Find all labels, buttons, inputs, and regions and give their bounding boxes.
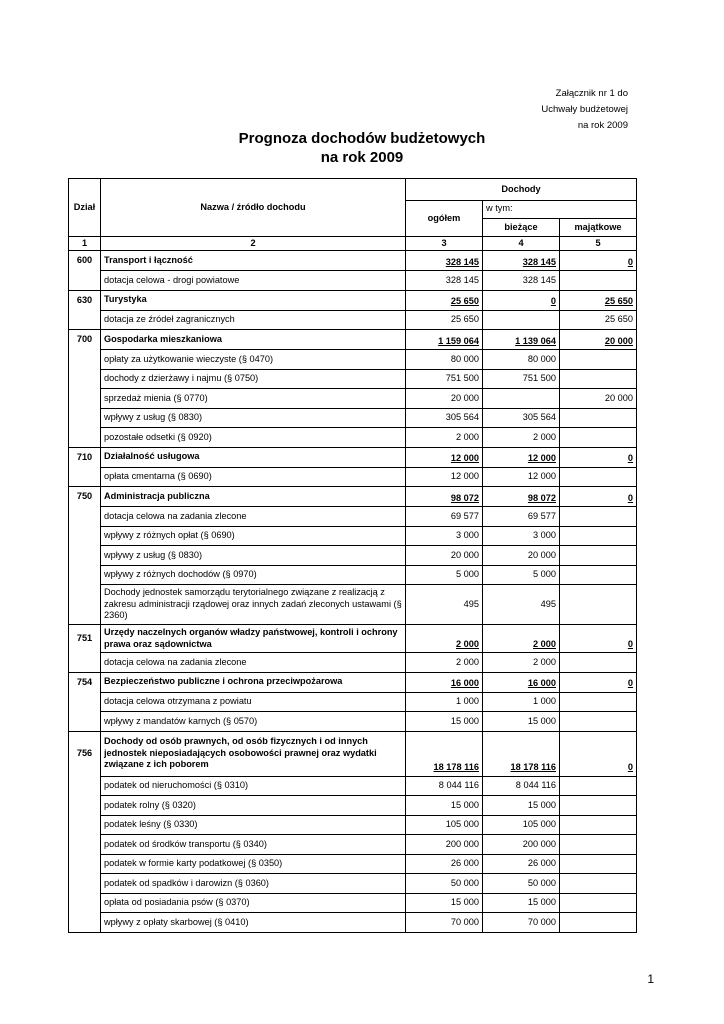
- value-majatkowe-text: 0: [627, 762, 633, 772]
- value-ogolem: 26 000: [406, 854, 483, 874]
- value-biezace-text: 12 000: [527, 453, 556, 463]
- value-ogolem: 2 000: [406, 428, 483, 448]
- value-ogolem: 5 000: [406, 565, 483, 585]
- item-name: podatek od nieruchomości (§ 0310): [101, 776, 406, 796]
- item-name: wpływy z opłaty skarbowej (§ 0410): [101, 913, 406, 933]
- value-majatkowe: [560, 428, 637, 448]
- value-biezace: 8 044 116: [483, 776, 560, 796]
- item-row: [69, 585, 637, 625]
- value-ogolem: 105 000: [406, 815, 483, 835]
- value-ogolem: 200 000: [406, 835, 483, 855]
- section-row: [69, 290, 637, 310]
- item-name: podatek od środków transportu (§ 0340): [101, 835, 406, 855]
- value-ogolem: [406, 290, 483, 310]
- value-ogolem: 15 000: [406, 796, 483, 816]
- value-biezace-text: 0: [550, 296, 556, 306]
- item-name: wpływy z różnych opłat (§ 0690): [101, 526, 406, 546]
- item-name: opłata cmentarna (§ 0690): [101, 467, 406, 487]
- item-name: dotacja celowa na zadania zlecone: [101, 653, 406, 673]
- value-majatkowe: [560, 487, 637, 507]
- annex-note: [541, 86, 628, 134]
- value-ogolem: [406, 447, 483, 467]
- value-majatkowe: [560, 369, 637, 389]
- value-ogolem: [406, 251, 483, 271]
- dzial-code: 750: [69, 487, 101, 507]
- value-biezace: [483, 487, 560, 507]
- value-biezace: 105 000: [483, 815, 560, 835]
- value-ogolem: 69 577: [406, 507, 483, 527]
- header-ogolem: ogółem: [406, 201, 483, 237]
- dzial-cell-empty: [69, 874, 101, 894]
- dzial-code: 756: [69, 731, 101, 776]
- value-ogolem: 80 000: [406, 350, 483, 370]
- item-name: dotacja ze źródeł zagranicznych: [101, 310, 406, 330]
- value-majatkowe: [560, 893, 637, 913]
- value-biezace: 70 000: [483, 913, 560, 933]
- item-name: wpływy z usług (§ 0830): [101, 408, 406, 428]
- item-row: [69, 310, 637, 330]
- value-biezace: 200 000: [483, 835, 560, 855]
- annex-line-1: Załącznik nr 1 do: [555, 88, 628, 99]
- item-row: [69, 526, 637, 546]
- value-biezace: 2 000: [483, 428, 560, 448]
- item-name: dotacja celowa - drogi powiatowe: [101, 271, 406, 291]
- section-row: [69, 625, 637, 653]
- value-biezace: [483, 389, 560, 409]
- item-row: [69, 835, 637, 855]
- item-row: [69, 692, 637, 712]
- section-name: Działalność usługowa: [101, 447, 406, 467]
- value-biezace: 15 000: [483, 893, 560, 913]
- page-number: 1: [647, 972, 654, 986]
- item-row: [69, 796, 637, 816]
- dzial-cell-empty: [69, 310, 101, 330]
- value-ogolem: 495: [406, 585, 483, 625]
- header-biezace: bieżące: [483, 219, 560, 237]
- value-biezace: [483, 330, 560, 350]
- dzial-cell-empty: [69, 565, 101, 585]
- item-name: wpływy z usług (§ 0830): [101, 546, 406, 566]
- value-ogolem: 50 000: [406, 874, 483, 894]
- dzial-cell-empty: [69, 585, 101, 625]
- title-line-1: Prognoza dochodów budżetowych: [238, 130, 486, 147]
- dzial-code: 751: [69, 625, 101, 653]
- value-majatkowe-text: 0: [627, 453, 633, 463]
- value-ogolem: 15 000: [406, 712, 483, 732]
- dzial-cell-empty: [69, 712, 101, 732]
- value-ogolem: [406, 330, 483, 350]
- value-biezace-text: 98 072: [527, 492, 556, 503]
- value-biezace: 26 000: [483, 854, 560, 874]
- item-row: [69, 653, 637, 673]
- section-name: Dochody od osób prawnych, od osób fizycznych i od innych jednostek nieposiadających osobowości prawnej oraz wydatki związane z ich poborem: [101, 731, 406, 776]
- value-majatkowe: [560, 467, 637, 487]
- dzial-cell-empty: [69, 815, 101, 835]
- dzial-cell-empty: [69, 389, 101, 409]
- value-majatkowe: [560, 913, 637, 933]
- section-row: [69, 672, 637, 692]
- section-row: [69, 487, 637, 507]
- dzial-code: 700: [69, 330, 101, 350]
- value-ogolem-text: 328 145: [445, 256, 479, 267]
- value-majatkowe: [560, 447, 637, 467]
- value-majatkowe: [560, 408, 637, 428]
- value-ogolem: 1 000: [406, 692, 483, 712]
- value-majatkowe: [560, 585, 637, 625]
- value-biezace: 80 000: [483, 350, 560, 370]
- item-name: sprzedaż mienia (§ 0770): [101, 389, 406, 409]
- value-majatkowe-text: 0: [627, 638, 633, 649]
- header-name: Nazwa / źródło dochodu: [101, 179, 406, 237]
- section-row: [69, 447, 637, 467]
- dzial-code: 600: [69, 251, 101, 271]
- value-biezace: 12 000: [483, 467, 560, 487]
- item-name: dotacja celowa otrzymana z powiatu: [101, 692, 406, 712]
- item-row: [69, 369, 637, 389]
- item-row: [69, 408, 637, 428]
- dzial-code: 754: [69, 672, 101, 692]
- annex-line-3: na rok 2009: [577, 120, 628, 131]
- section-name: Gospodarka mieszkaniowa: [101, 330, 406, 350]
- value-ogolem-text: 18 178 116: [433, 762, 479, 772]
- value-majatkowe: [560, 546, 637, 566]
- value-majatkowe: [560, 835, 637, 855]
- section-row: [69, 251, 637, 271]
- value-majatkowe: [560, 776, 637, 796]
- value-ogolem: 751 500: [406, 369, 483, 389]
- value-ogolem: 25 650: [406, 310, 483, 330]
- dzial-cell-empty: [69, 776, 101, 796]
- dzial-code: 630: [69, 290, 101, 310]
- header-dochody: Dochody: [406, 179, 637, 201]
- value-biezace-text: 2 000: [533, 638, 556, 649]
- value-biezace: 3 000: [483, 526, 560, 546]
- dzial-cell-empty: [69, 653, 101, 673]
- value-biezace: 15 000: [483, 712, 560, 732]
- value-biezace: 1 000: [483, 692, 560, 712]
- item-row: [69, 565, 637, 585]
- item-name: podatek leśny (§ 0330): [101, 815, 406, 835]
- value-majatkowe: [560, 507, 637, 527]
- value-ogolem: [406, 731, 483, 776]
- section-name: Bezpieczeństwo publiczne i ochrona przeciwpożarowa: [101, 672, 406, 692]
- item-name: opłaty za użytkowanie wieczyste (§ 0470): [101, 350, 406, 370]
- item-row: [69, 428, 637, 448]
- value-ogolem: 305 564: [406, 408, 483, 428]
- value-ogolem: 20 000: [406, 389, 483, 409]
- section-row: [69, 330, 637, 350]
- value-majatkowe: [560, 731, 637, 776]
- value-biezace: 15 000: [483, 796, 560, 816]
- value-biezace: [483, 290, 560, 310]
- value-ogolem-text: 2 000: [456, 638, 479, 649]
- dzial-cell-empty: [69, 913, 101, 933]
- item-name: wpływy z różnych dochodów (§ 0970): [101, 565, 406, 585]
- section-name: Transport i łączność: [101, 251, 406, 271]
- item-row: [69, 874, 637, 894]
- item-row: [69, 913, 637, 933]
- item-row: [69, 854, 637, 874]
- value-biezace: 50 000: [483, 874, 560, 894]
- section-name: Urzędy naczelnych organów władzy państwowej, kontroli i ochrony prawa oraz sądownictwa: [101, 625, 406, 653]
- dzial-cell-empty: [69, 796, 101, 816]
- value-biezace: [483, 672, 560, 692]
- item-name: Dochody jednostek samorządu terytorialnego związane z realizacją z zakresu administracji rządowej oraz innych zadań zleconych ustawami (§ 2360): [101, 585, 406, 625]
- dzial-cell-empty: [69, 546, 101, 566]
- dzial-cell-empty: [69, 835, 101, 855]
- value-majatkowe: [560, 874, 637, 894]
- value-ogolem: 70 000: [406, 913, 483, 933]
- header-num-3: 3: [406, 237, 483, 251]
- item-name: opłata od posiadania psów (§ 0370): [101, 893, 406, 913]
- item-name: dotacja celowa na zadania zlecone: [101, 507, 406, 527]
- value-ogolem: 328 145: [406, 271, 483, 291]
- value-majatkowe: [560, 271, 637, 291]
- item-name: pozostałe odsetki (§ 0920): [101, 428, 406, 448]
- value-biezace: [483, 310, 560, 330]
- header-wtym: w tym:: [483, 201, 560, 219]
- value-majatkowe: 25 650: [560, 310, 637, 330]
- value-ogolem: 20 000: [406, 546, 483, 566]
- item-row: [69, 389, 637, 409]
- value-ogolem: 8 044 116: [406, 776, 483, 796]
- value-majatkowe-text: 0: [627, 678, 633, 688]
- value-biezace: 751 500: [483, 369, 560, 389]
- item-name: podatek rolny (§ 0320): [101, 796, 406, 816]
- value-majatkowe: [560, 815, 637, 835]
- dzial-cell-empty: [69, 408, 101, 428]
- value-ogolem: 12 000: [406, 467, 483, 487]
- header-num-2: 2: [101, 237, 406, 251]
- value-majatkowe: [560, 330, 637, 350]
- dzial-cell-empty: [69, 350, 101, 370]
- item-name: dochody z dzierżawy i najmu (§ 0750): [101, 369, 406, 389]
- dzial-cell-empty: [69, 526, 101, 546]
- item-row: [69, 507, 637, 527]
- value-majatkowe: [560, 712, 637, 732]
- value-ogolem-text: 25 650: [450, 296, 479, 306]
- value-biezace-text: 1 139 064: [515, 335, 556, 346]
- value-biezace-text: 328 145: [522, 256, 556, 267]
- dzial-cell-empty: [69, 428, 101, 448]
- value-ogolem-text: 16 000: [450, 678, 479, 688]
- value-ogolem-text: 12 000: [450, 453, 479, 463]
- value-ogolem: 2 000: [406, 653, 483, 673]
- item-row: [69, 712, 637, 732]
- value-majatkowe: [560, 625, 637, 653]
- annex-line-2: Uchwały budżetowej: [541, 104, 628, 115]
- item-row: [69, 350, 637, 370]
- value-majatkowe: [560, 350, 637, 370]
- dzial-cell-empty: [69, 854, 101, 874]
- item-row: [69, 776, 637, 796]
- value-ogolem-text: 98 072: [450, 492, 479, 503]
- value-majatkowe-text: 0: [627, 256, 633, 267]
- value-majatkowe: [560, 251, 637, 271]
- value-ogolem: [406, 625, 483, 653]
- value-biezace: 495: [483, 585, 560, 625]
- item-name: podatek od spadków i darowizn (§ 0360): [101, 874, 406, 894]
- value-majatkowe: [560, 692, 637, 712]
- header-majatkowe: majątkowe: [560, 219, 637, 237]
- value-biezace: 305 564: [483, 408, 560, 428]
- value-majatkowe-text: 0: [627, 492, 633, 503]
- item-row: [69, 815, 637, 835]
- value-ogolem: 3 000: [406, 526, 483, 546]
- value-majatkowe: [560, 526, 637, 546]
- value-majatkowe: [560, 796, 637, 816]
- value-ogolem: 15 000: [406, 893, 483, 913]
- dzial-cell-empty: [69, 893, 101, 913]
- title-line-2: na rok 2009: [320, 149, 404, 166]
- dzial-cell-empty: [69, 692, 101, 712]
- section-name: Turystyka: [101, 290, 406, 310]
- value-biezace: 20 000: [483, 546, 560, 566]
- value-ogolem: [406, 672, 483, 692]
- header-num-1: 1: [69, 237, 101, 251]
- item-row: [69, 467, 637, 487]
- dzial-cell-empty: [69, 507, 101, 527]
- header-num-5: 5: [560, 237, 637, 251]
- value-biezace: [483, 447, 560, 467]
- page-title: [0, 129, 724, 167]
- header-wtym-spacer: [560, 201, 637, 219]
- value-biezace: 2 000: [483, 653, 560, 673]
- value-majatkowe-text: 25 650: [604, 296, 633, 306]
- value-majatkowe: [560, 854, 637, 874]
- item-name: wpływy z mandatów karnych (§ 0570): [101, 712, 406, 732]
- value-biezace: 69 577: [483, 507, 560, 527]
- item-row: [69, 546, 637, 566]
- value-ogolem-text: 1 159 064: [438, 335, 479, 346]
- header-dzial: Dział: [69, 179, 101, 237]
- dzial-cell-empty: [69, 369, 101, 389]
- item-row: [69, 271, 637, 291]
- value-majatkowe: [560, 290, 637, 310]
- value-majatkowe-text: 20 000: [604, 335, 633, 346]
- value-biezace: [483, 251, 560, 271]
- value-biezace: 5 000: [483, 565, 560, 585]
- value-majatkowe: [560, 653, 637, 673]
- value-biezace-text: 16 000: [527, 678, 556, 688]
- dzial-cell-empty: [69, 271, 101, 291]
- value-majatkowe: 20 000: [560, 389, 637, 409]
- value-ogolem: [406, 487, 483, 507]
- value-biezace: 328 145: [483, 271, 560, 291]
- item-name: podatek w formie karty podatkowej (§ 0350): [101, 854, 406, 874]
- value-biezace: [483, 625, 560, 653]
- value-biezace: [483, 731, 560, 776]
- value-biezace-text: 18 178 116: [510, 762, 556, 772]
- section-row: [69, 731, 637, 776]
- value-majatkowe: [560, 565, 637, 585]
- dzial-code: 710: [69, 447, 101, 467]
- dzial-cell-empty: [69, 467, 101, 487]
- section-name: Administracja publiczna: [101, 487, 406, 507]
- value-majatkowe: [560, 672, 637, 692]
- item-row: [69, 893, 637, 913]
- budget-table: [68, 178, 637, 933]
- header-num-4: 4: [483, 237, 560, 251]
